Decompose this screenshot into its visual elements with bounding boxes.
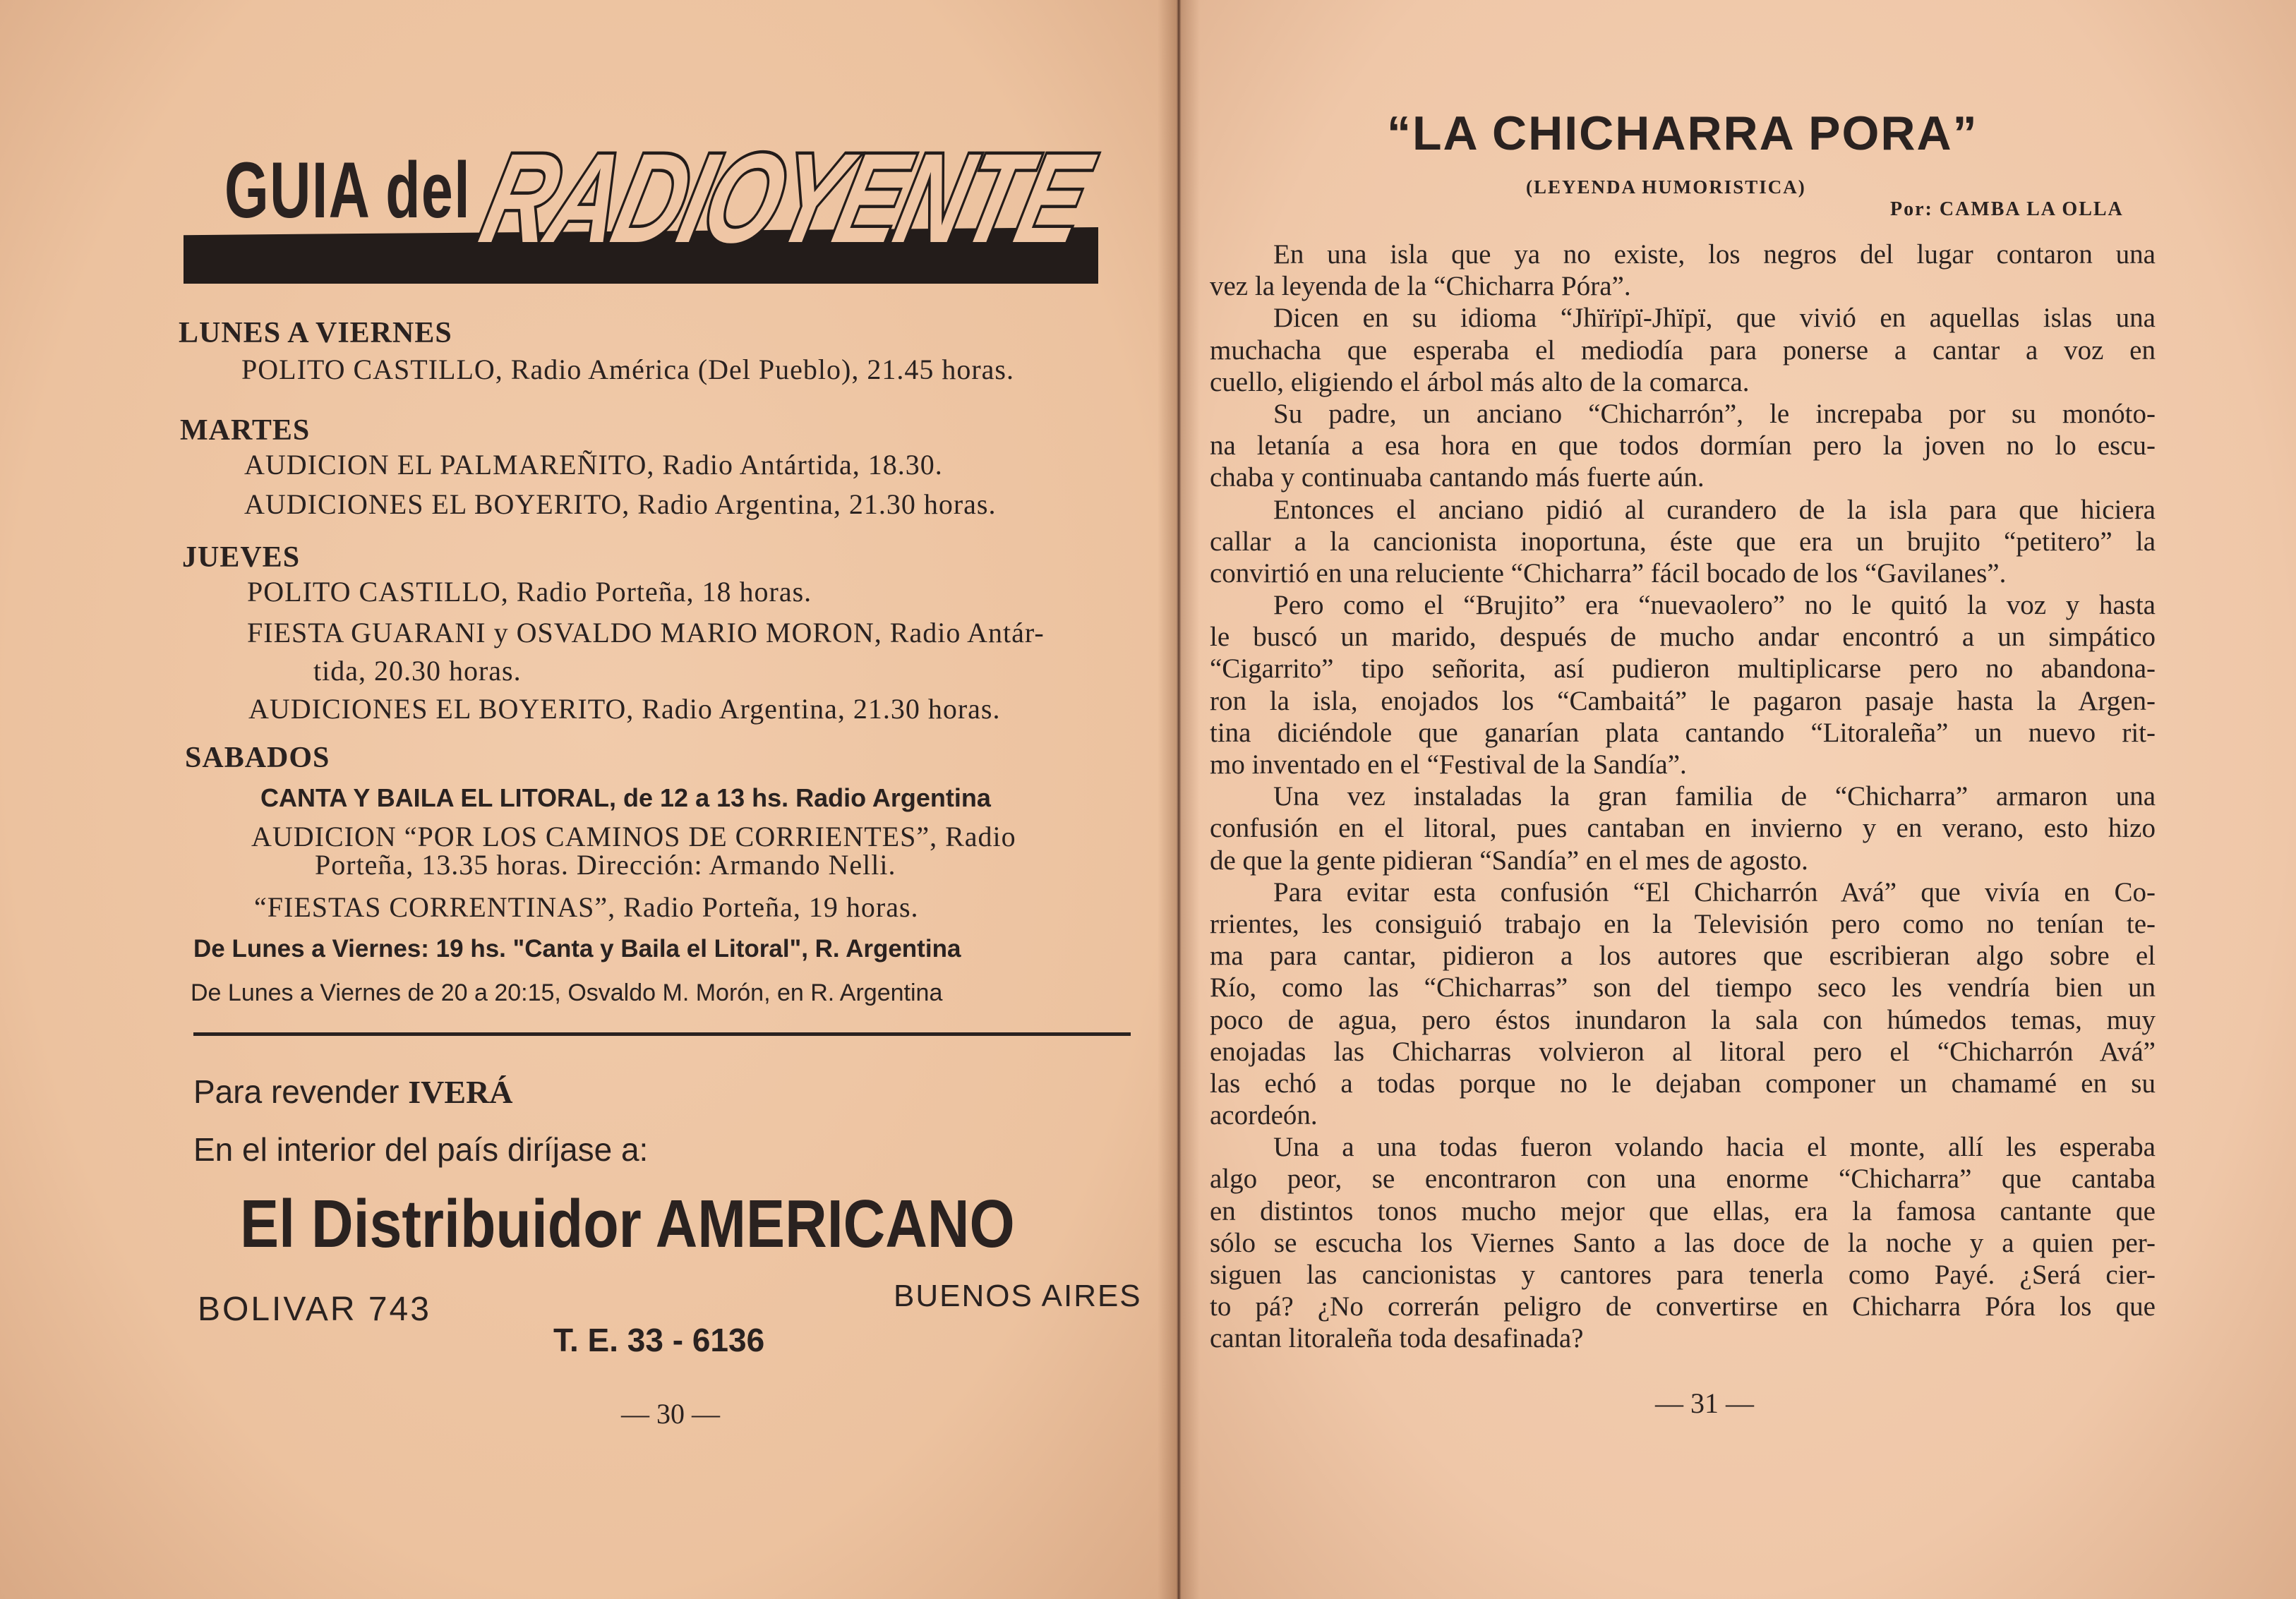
extra-schedule-line: De Lunes a Viernes de 20 a 20:15, Osvaldo M. Morón, en R. Argentina [191,979,943,1006]
paragraph-line: Río, como las “Chicharras” son del tiempo seco les vendría bien un [1210,972,2156,1003]
paragraph-line: “Cigarrito” tipo señorita, así pudieron multiplicarse pero no abandona- [1210,653,2156,684]
ad-line-1 [193,1073,513,1111]
schedule-item-continued: tida, 20.30 horas. [313,655,522,687]
paragraph-line: ron la isla, enojados los “Cambaitá” le pagaron pasaje hasta la Argen- [1210,685,2156,716]
paragraph-line: vez la leyenda de la “Chicharra Póra”. [1210,271,1631,302]
paragraph-line: convirtió en una reluciente “Chicharra” fácil bocado de los “Gavilanes”. [1210,557,2007,589]
schedule-item: AUDICION EL PALMAREÑITO, Radio Antártida, 18.30. [244,449,943,481]
book-gutter [1158,0,1200,1599]
paragraph-line: ma para cantar, pidieron a los autores que escribieran algo sobre el [1210,941,2156,972]
article-author: Por: CAMBA LA OLLA [1890,198,2124,220]
paragraph-line: en distintos tonos mucho mejor que ellas, era la famosa cantante que [1210,1195,2156,1226]
day-heading: JUEVES [182,541,301,574]
paragraph-line: mo inventado en el “Festival de la Sandía”. [1210,749,1687,780]
divider-rule [193,1032,1131,1036]
schedule-item-continued: Porteña, 13.35 horas. Dirección: Armando Nelli. [315,849,896,881]
paragraph-line: siguen las cancionistas y cantores para tenerla como Payé. ¿Será cier- [1210,1260,2156,1290]
article-subtitle: (LEYENDA HUMORISTICA) [1526,176,1806,198]
paragraph-line: Para evitar esta confusión “El Chicharrón Avá” que vivía en Co- [1273,876,2156,907]
brand-ivera: IVERÁ [408,1074,513,1110]
paragraph-line: na letanía a esa hora en que todos dormían pero la joven no lo escu- [1210,430,2156,461]
schedule-item: AUDICIONES EL BOYERITO, Radio Argentina, 21.30 horas. [244,488,997,520]
title-guia-del: GUIA del [224,146,471,234]
paragraph-line: muchacha que esperaba el mediodía para ponerse a cantar a voz en [1210,334,2156,366]
paragraph-line: En una isla que ya no existe, los negros del lugar contaron una [1273,239,2156,270]
paragraph-line: poco de agua, pero éstos inundaron la sala con húmedos temas, muy [1210,1004,2156,1035]
distributor-phone: T. E. 33 - 6136 [553,1322,765,1358]
paragraph-line: chaba y continuaba cantando más fuerte aún. [1210,462,1705,493]
paragraph-line: de que la gente pidieran “Sandía” en el mes de agosto. [1210,845,1808,876]
day-heading: MARTES [180,414,311,447]
paragraph-line: Pero como el “Brujito” era “nuevaolero” no le quitó la voz y hasta [1273,590,2156,621]
paragraph-line: Una a una todas fueron volando hacia el monte, allí les esperaba [1273,1132,2156,1163]
paragraph-line: cantan litoraleña toda desafinada? [1210,1323,1584,1354]
schedule-item: CANTA Y BAILA EL LITORAL, de 12 a 13 hs. Radio Argentina [260,783,991,812]
extra-schedule-line: De Lunes a Viernes: 19 hs. "Canta y Baila el Litoral", R. Argentina [193,935,961,963]
paragraph-line: Una vez instaladas la gran familia de “Chicharra” armaron una [1273,781,2156,812]
article-title: “LA CHICHARRA PORA” [1387,107,1978,160]
paragraph-line: tina diciéndole que ganarían plata cantando “Litoraleña” un nuevo rit- [1210,717,2156,748]
paragraph-line: algo peor, se encontraron con una enorme “Chicharra” que cantaba [1210,1164,2156,1195]
schedule-item: FIESTA GUARANI y OSVALDO MARIO MORON, Radio Antár- [247,617,1045,648]
schedule-item: “FIESTAS CORRENTINAS”, Radio Porteña, 19 horas. [254,891,919,923]
page-number: — 31 — [1655,1387,1754,1419]
article-body [1210,239,2156,1355]
paragraph-line: le buscó un marido, después de mucho andar encontró a un simpático [1210,622,2156,653]
paragraph-line: enojadas las Chicharras volvieron al litoral pero el “Chicharrón Avá” [1210,1036,2156,1067]
distributor-name: El Distribuidor AMERICANO [240,1186,1015,1262]
paragraph-line: to pá? ¿No correrán peligro de convertirse en Chicharra Póra los que [1210,1291,2156,1322]
schedule-item: AUDICION “POR LOS CAMINOS DE CORRIENTES”, Radio [251,821,1016,852]
paragraph-line: sólo se escucha los Viernes Santo a las doce de la noche y a quien per- [1210,1227,2156,1258]
ad-line-2: En el interior del país diríjase a: [193,1131,649,1168]
day-heading: LUNES A VIERNES [179,317,452,349]
schedule-item: AUDICIONES EL BOYERITO, Radio Argentina, 21.30 horas. [248,693,1001,725]
schedule-item: POLITO CASTILLO, Radio Porteña, 18 horas. [247,576,812,608]
paragraph-line: confusión en el litoral, pues cantaban en invierno y en verano, esto hizo [1210,813,2156,844]
paragraph-line: Su padre, un anciano “Chicharrón”, le increpaba por su monóto- [1273,398,2156,429]
page-number: — 30 — [621,1398,720,1430]
paragraph-line: acordeón. [1210,1100,1318,1131]
paragraph-line: Dicen en su idioma “Jhïrïpï-Jhïpï, que vivió en aquellas islas una [1273,303,2156,334]
paragraph-line: rrientes, les consiguió trabajo en la Televisión pero como no tenían te- [1210,908,2156,939]
paragraph-line: las echó a todas porque no le dejaban componer un chamamé en su [1210,1068,2156,1099]
distributor-city: BUENOS AIRES [894,1279,1142,1313]
distributor-address: BOLIVAR 743 [198,1291,431,1328]
paragraph-line: callar a la cancionista inoportuna, éste que era un brujito “petitero” la [1210,526,2156,557]
paragraph-line: cuello, eligiendo el árbol más alto de la comarca. [1210,366,1750,397]
paragraph-line: Entonces el anciano pidió al curandero de la isla para que hiciera [1273,494,2156,525]
ad-prefix: Para revender [193,1073,399,1110]
title-radioyente: RADIOYENTE [469,128,1100,270]
day-heading: SABADOS [185,742,330,774]
schedule-item: POLITO CASTILLO, Radio América (Del Pueblo), 21.45 horas. [241,354,1014,385]
